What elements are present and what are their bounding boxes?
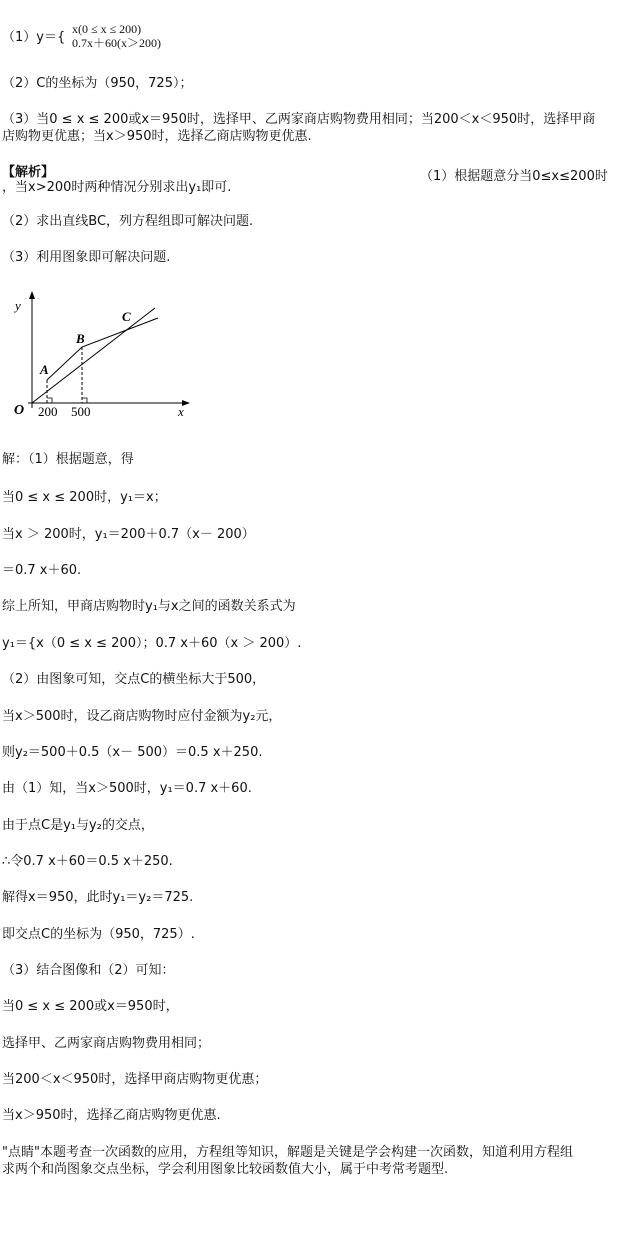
analysis-right-text: （1）根据题意分当0≤x≤200时 <box>420 169 608 184</box>
point-c-label: C <box>122 309 131 324</box>
solution-line-8: 当x＞500时，设乙商店购物时应付金额为y₂元， <box>2 709 282 724</box>
analysis-line4: （3）利用图象即可解决问题. <box>2 250 171 265</box>
solution-line-6: y₁＝{x（0 ≤ x ≤ 200）；0.7 x＋60（x ＞ 200）. <box>2 636 302 651</box>
piecewise-cases <box>72 22 161 50</box>
solution-line-4: ＝0.7 x＋60. <box>2 563 82 578</box>
tick-label-500: 500 <box>71 404 91 419</box>
piecewise-case-1: x(0 ≤ x ≤ 200) <box>72 22 142 36</box>
analysis-heading: 【解析】 <box>2 165 55 180</box>
comment-line-2: 求两个和尚图象交点坐标，学会利用图象比较函数值大小，属于中考常考题型. <box>2 1162 449 1177</box>
solution-line-9: 则y₂＝500＋0.5（x－ 500）＝0.5 x＋250. <box>2 745 263 760</box>
solution-line-17: 选择甲、乙两家商店购物费用相同； <box>2 1036 211 1051</box>
y-axis-label: y <box>15 298 21 313</box>
piecewise-case-2: 0.7x＋60(x＞200) <box>72 36 161 50</box>
analysis-line3: （2）求出直线BC，列方程组即可解决问题. <box>2 214 254 229</box>
solution-line-3: 当x ＞ 200时，y₁＝200＋0.7（x－ 200） <box>2 527 255 542</box>
solution-line-14: 即交点C的坐标为（950，725）. <box>2 927 195 942</box>
solution-line-7: （2）由图象可知，交点C的横坐标大于500， <box>2 672 266 687</box>
solution-line-18: 当200＜x＜950时，选择甲商店购物更优惠； <box>2 1072 268 1087</box>
solution-line-10: 由（1）知，当x＞500时，y₁＝0.7 x＋60. <box>2 781 252 796</box>
comment-line-1: "点睛"本题考查一次函数的应用，方程组等知识，解题是关键是学会构建一次函数，知道利用方程组 <box>2 1145 573 1160</box>
solution-line-5: 综上所知，甲商店购物时y₁与x之间的函数关系式为 <box>2 599 296 614</box>
answer-part3-line2: 店购物更优惠；当x＞950时，选择乙商店购物更优惠. <box>2 129 312 144</box>
tick-label-200: 200 <box>38 404 58 419</box>
y-axis-arrow-icon <box>29 291 35 299</box>
solution-line-15: （3）结合图像和（2）可知： <box>2 963 175 978</box>
line-y1 <box>32 308 155 403</box>
solution-line-12: ∴令0.7 x＋60＝0.5 x＋250. <box>2 854 173 869</box>
solution-line-13: 解得x＝950，此时y₁＝y₂＝725. <box>2 890 194 905</box>
solution-line-19: 当x＞950时，选择乙商店购物更优惠. <box>2 1108 221 1123</box>
x-axis-label: x <box>178 404 184 419</box>
right-angle-mark-500 <box>82 398 87 403</box>
solution-line-16: 当0 ≤ x ≤ 200或x＝950时， <box>2 999 179 1014</box>
answer-part1-prefix: （1）y＝{ <box>2 30 66 45</box>
function-graph <box>0 288 200 423</box>
answer-part3-line1: （3）当0 ≤ x ≤ 200或x＝950时，选择甲、乙两家商店购物费用相同；当200＜x＜950时，选择甲商 <box>2 112 596 127</box>
answer-part2: （2）C的坐标为（950，725）； <box>2 76 193 91</box>
analysis-line2: ，当x>200时两种情况分别求出y₁即可. <box>2 180 232 195</box>
solution-line-1: 解：（1）根据题意，得 <box>2 452 134 467</box>
point-a-label: A <box>40 362 49 377</box>
solution-line-11: 由于点C是y₁与y₂的交点， <box>2 818 154 833</box>
solution-line-2: 当0 ≤ x ≤ 200时，y₁＝x； <box>2 490 167 505</box>
right-angle-mark-200 <box>47 398 52 403</box>
point-b-label: B <box>76 331 85 346</box>
origin-label: O <box>14 403 25 418</box>
